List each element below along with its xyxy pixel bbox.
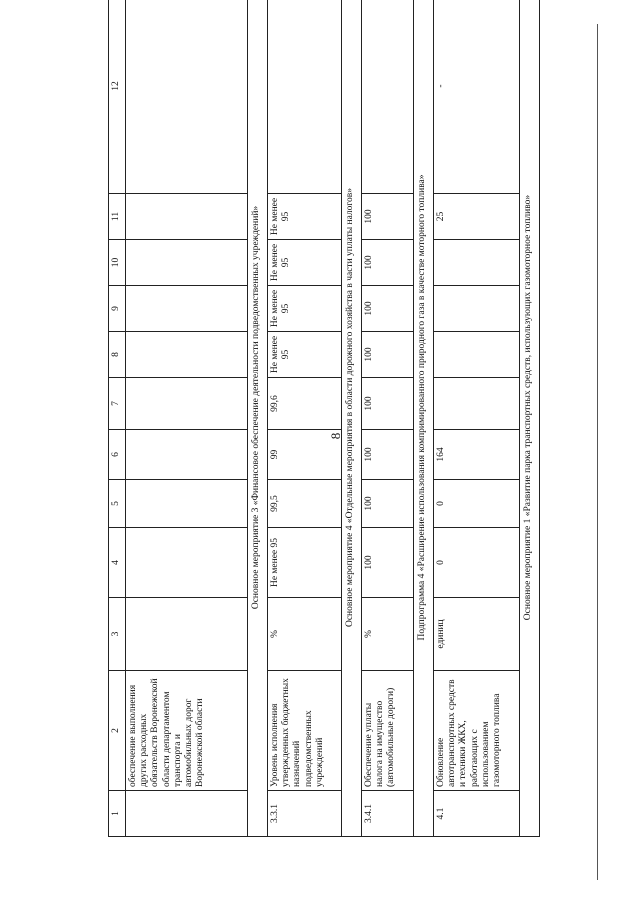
cell-number: 3.3.1 — [268, 791, 342, 837]
cell-value: 100 — [362, 480, 414, 528]
cell-number: 4.1 — [434, 791, 520, 837]
header-cell: 3 — [109, 598, 126, 671]
cell-value: 100 — [362, 430, 414, 480]
cell-value: - — [434, 0, 520, 194]
header-cell: 2 — [109, 671, 126, 791]
section-row — [342, 0, 362, 837]
cell-value — [126, 194, 248, 240]
cell-value — [434, 240, 520, 286]
cell-value: 100 — [362, 286, 414, 332]
page-edge-line — [597, 24, 598, 880]
cell-unit: % — [362, 598, 414, 671]
cell-number — [126, 791, 248, 837]
cell-value: 99,5 — [268, 480, 342, 528]
cell-value: 100 — [362, 240, 414, 286]
header-cell: 6 — [109, 430, 126, 480]
indicators-table — [108, 0, 540, 837]
cell-number: 3.4.1 — [362, 791, 414, 837]
header-row — [109, 0, 126, 837]
header-cell: 8 — [109, 332, 126, 378]
table-row — [362, 0, 414, 837]
header-cell: 11 — [109, 194, 126, 240]
cell-value — [126, 332, 248, 378]
section-title: Основное мероприятие 4 «Отдельные мероприятия в области дорожного хозяйства в части уплаты налогов» — [342, 0, 362, 837]
section-row — [248, 0, 268, 837]
header-cell: 4 — [109, 528, 126, 598]
cell-value — [434, 332, 520, 378]
header-cell: 5 — [109, 480, 126, 528]
cell-value: Не менее 95 — [268, 240, 342, 286]
header-cell: 10 — [109, 240, 126, 286]
section-row — [520, 0, 540, 837]
cell-value: Не менее 95 — [268, 332, 342, 378]
cell-value: 99 — [268, 430, 342, 480]
cell-value — [126, 378, 248, 430]
cell-name: Обеспечение уплаты налога на имущество (автомобильные дороги) — [362, 671, 414, 791]
cell-value — [126, 0, 248, 194]
table-row — [126, 0, 248, 837]
cell-name: Обновление автотранспортных средств и техники ЖКХ, работающих с использованием газомоторного топлива — [434, 671, 520, 791]
cell-name: Уровень исполнения утвержденных бюджетных назначений подведомственных учреждений — [268, 671, 342, 791]
cell-value: Не менее 95 — [268, 286, 342, 332]
cell-value: 25 — [434, 194, 520, 240]
header-cell: 1 — [109, 791, 126, 837]
cell-value — [268, 0, 342, 194]
cell-name: обеспечение выполнения других расходных обязательств Воронежской области департаментом транспорта и автомобильных дорог Воронежской области — [126, 671, 248, 791]
cell-value — [126, 240, 248, 286]
cell-unit — [126, 598, 248, 671]
cell-value: Не менее 95 — [268, 528, 342, 598]
cell-value: 0 — [434, 480, 520, 528]
table-row — [434, 0, 520, 837]
cell-value: 100 — [362, 194, 414, 240]
cell-value — [126, 528, 248, 598]
section-title: Подпрограмма 4 «Расширение использования компримированного природного газа в качестве моторного топлива» — [414, 0, 434, 837]
table-row — [268, 0, 342, 837]
cell-value: 99,6 — [268, 378, 342, 430]
rotated-table-container — [108, 19, 563, 837]
page-number: 8 — [328, 432, 343, 440]
cell-unit: единиц — [434, 598, 520, 671]
section-title: Основное мероприятие 3 «Финансовое обеспечение деятельности подведомственных учреждений» — [248, 0, 268, 837]
section-row — [414, 0, 434, 837]
header-cell: 9 — [109, 286, 126, 332]
cell-value: 164 — [434, 430, 520, 480]
header-cell: 7 — [109, 378, 126, 430]
cell-value — [126, 286, 248, 332]
cell-value — [362, 0, 414, 194]
cell-value — [434, 378, 520, 430]
cell-value — [126, 430, 248, 480]
cell-unit: % — [268, 598, 342, 671]
cell-value — [434, 286, 520, 332]
cell-value: 0 — [434, 528, 520, 598]
cell-value: 100 — [362, 528, 414, 598]
cell-value: Не менее 95 — [268, 194, 342, 240]
cell-value: 100 — [362, 332, 414, 378]
section-title: Основное мероприятие 1 «Развитие парка транспортных средств, использующих газомоторное топливо» — [520, 0, 540, 837]
cell-value: 100 — [362, 378, 414, 430]
header-cell: 12 — [109, 0, 126, 194]
cell-value — [126, 480, 248, 528]
